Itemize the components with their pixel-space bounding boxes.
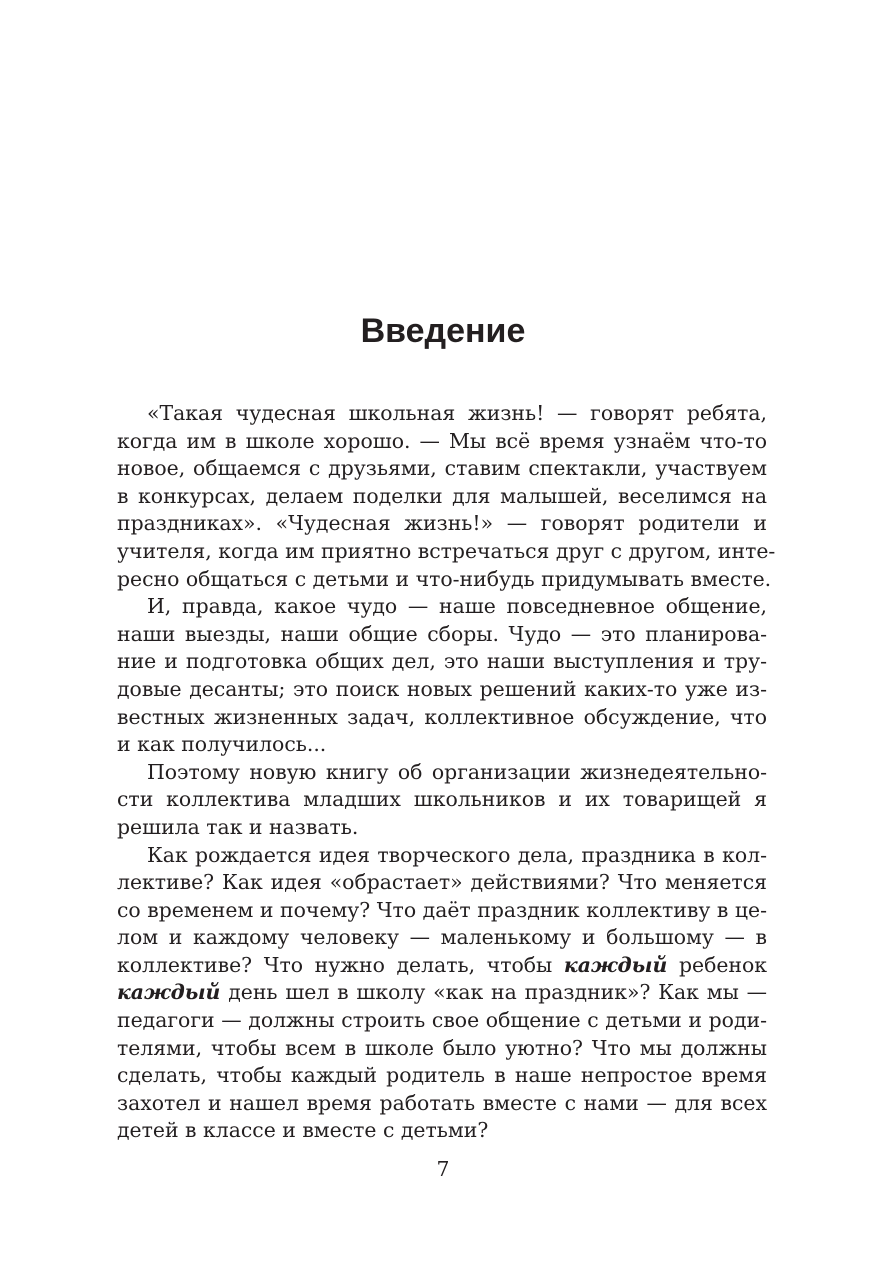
paragraph-4-line-9: сделать, чтобы каждый родитель в наше непростое время — [117, 1063, 767, 1088]
paragraph-4-line-1: Как рождается идея творческого дела, праздника в кол- — [147, 842, 767, 867]
paragraph-4-line-4: лом и каждому человеку — маленькому и большому — в — [117, 925, 767, 950]
paragraph-2-line-2: наши выезды, наши общие сборы. Чудо — это планирова- — [117, 621, 767, 646]
paragraph-4-line-6 — [117, 979, 767, 1007]
paragraph-4-line-11: детей в классе и вместе с детьми? — [117, 1118, 489, 1143]
paragraph-2-line-4: довые десанты; это поиск новых решений каких-то уже из- — [117, 676, 767, 701]
paragraph-2-line-1: И, правда, какое чудо — наше повседневное общение, — [147, 594, 767, 619]
paragraph-4-line-5-end: ребенок — [678, 952, 768, 977]
paragraph-2-line-3: ние и подготовка общих дел, это наши выступления и тру- — [117, 649, 767, 674]
body-text — [117, 400, 776, 1145]
paragraph-1-line-4: в конкурсах, делаем поделки для малышей, веселимся на — [117, 483, 767, 508]
paragraph-3-line-2: сти коллектива младших школьников и их товарищей я — [117, 787, 767, 812]
paragraph-2-line-6: и как получилось... — [117, 732, 327, 757]
paragraph-3-line-1: Поэтому новую книгу об организации жизнедеятельно- — [147, 759, 767, 784]
paragraph-4-line-3: со временем и почему? Что даёт праздник коллективу в це- — [117, 897, 767, 922]
paragraph-4-line-2: лективе? Как идея «обрастает» действиями? Что меняется — [117, 870, 767, 895]
paragraph-1-line-5: праздниках». «Чудесная жизнь!» — говорят родители и — [117, 511, 767, 536]
paragraph-4-line-10: захотел и нашел время работать вместе с нами — для всех — [117, 1090, 767, 1115]
paragraph-1-line-2: когда им в школе хорошо. — Мы всё время узнаём что-то — [117, 428, 767, 453]
paragraph-1-line-6: учителя, когда им приятно встречаться друг с другом, инте- — [117, 538, 776, 563]
paragraph-1-line-3: новое, общаемся с друзьями, ставим спектакли, участвуем — [117, 456, 767, 481]
paragraph-4-line-5 — [117, 952, 767, 980]
paragraph-4-line-7: педагоги — должны строить свое общение с детьми и роди- — [117, 1008, 767, 1033]
paragraph-4-line-5-text: коллективе? Что нужно делать, чтобы — [117, 952, 553, 977]
paragraph-3-line-3: решила так и назвать. — [117, 814, 359, 839]
page-number: 7 — [436, 1157, 450, 1181]
emphasis-kazhdy-2: каждый — [117, 980, 221, 1005]
emphasis-kazhdy-1: каждый — [563, 952, 668, 977]
chapter-title: Введение — [360, 312, 526, 350]
paragraph-1-line-7: ресно общаться с детьми и что-нибудь придумывать вместе. — [117, 566, 772, 591]
paragraph-1-line-1: «Такая чудесная школьная жизнь! — говорят ребята, — [147, 401, 767, 425]
paragraph-2-line-5: вестных жизненных задач, коллективное обсуждение, что — [117, 704, 767, 729]
paragraph-4-line-8: телями, чтобы всем в школе было уютно? Что мы должны — [117, 1035, 767, 1060]
paragraph-4-line-6-text: день шел в школу «как на праздник»? Как мы — — [228, 980, 767, 1005]
